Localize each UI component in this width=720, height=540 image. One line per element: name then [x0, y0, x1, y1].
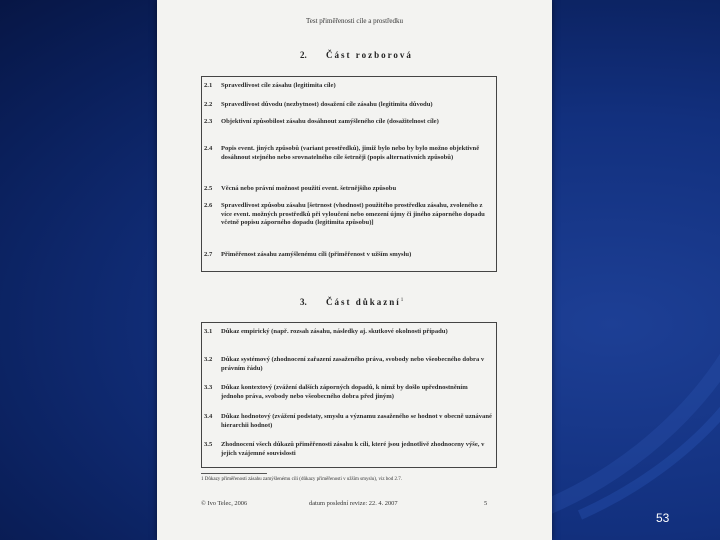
item-number: 3.4: [204, 413, 213, 420]
item-number: 3.1: [204, 328, 213, 335]
part-2-box: [201, 76, 497, 272]
item-text: Spravedlivost důvodu (nezbytnost) dosažení cíle zásahu (legitimita důvodu): [221, 101, 433, 108]
item-number: 2.1: [204, 82, 213, 89]
footnote-mark: 1: [400, 298, 404, 303]
part-3-heading: [300, 297, 403, 307]
item-text: Spravedlivost způsobu zásahu [šetrnost (vhodnost) použitého prostředku zásahu, zvoleného z více event. možných prostředků při vyloučení nebo omezení újmy či jiného záporného dopadu včetně popisu záporného dopadu (legitimita způsobu)]: [221, 202, 485, 227]
item-text: Věcná nebo právní možnost použití event. šetrnějšího způsobu: [221, 185, 397, 192]
document-title: Test přiměřenosti cíle a prostředku: [305, 17, 404, 25]
item-number: 2.3: [204, 118, 213, 125]
part-3-number: 3.: [300, 297, 307, 307]
item-number: 2.7: [204, 251, 213, 258]
item-text: Zhodnocení všech důkazů přiměřenosti zásahu k cíli, které jsou jednotlivě zhodnoceny výše, v jejich vzájemné souvislosti: [221, 441, 485, 457]
scanned-document-page: [157, 0, 552, 540]
item-number: 2.4: [204, 145, 213, 152]
footnote-divider: [201, 473, 267, 474]
footnote: 1 Důkazy přiměřenosti zásahu zamýšlenému cíli (důkazy přiměřenosti v užším smyslu), viz bod 2.7.: [201, 477, 403, 482]
item-text: Popis event. jiných způsobů (variant prostředků), jimiž bylo nebo by bylo možno objektivně dosáhnout stejného nebo srovnatelného cíle šetrněji (popis alternativních způsobů): [221, 145, 480, 161]
part-2-title: Část rozborová: [326, 50, 413, 60]
footer-author: © Ivo Telec, 2006: [201, 500, 248, 507]
footer-revision: datum poslední revize: 22. 4. 2007: [309, 500, 398, 507]
item-text: Důkaz kontextový (zvážení dalších záporných dopadů, k nimž by došlo upřednostněním jednoho práva, svobody nebo všeobecného dobra před jiným): [221, 384, 468, 400]
item-text: Důkaz empirický (např. rozsah zásahu, následky aj. skutkové okolnosti případu): [221, 328, 448, 335]
item-number: 3.3: [204, 384, 213, 391]
slide-number: 53: [656, 511, 670, 525]
item-number: 3.5: [204, 441, 213, 448]
item-text: Spravedlivost cíle zásahu (legitimita cíle): [221, 82, 336, 89]
part-2-number: 2.: [300, 50, 307, 60]
item-text: Důkaz hodnotový (zvážení podstaty, smyslu a významu zasaženého se hodnot v obecně uznávané hierarchii hodnot): [221, 413, 492, 429]
item-number: 2.5: [204, 185, 213, 192]
item-text: Objektivní způsobilost zásahu dosáhnout zamýšleného cíle (dosažitelnost cíle): [221, 118, 439, 125]
item-number: 2.2: [204, 101, 213, 108]
footer-page-number: 5: [484, 500, 488, 507]
item-text: Důkaz systémový (zhodnocení zařazení zasaženého práva, svobody nebo všeobecného dobra v právním řádu): [221, 356, 485, 372]
part-3-box: [201, 322, 497, 468]
part-3-title: Část důkazní: [326, 297, 401, 307]
item-number: 3.2: [204, 356, 213, 363]
item-number: 2.6: [204, 202, 213, 209]
part-2-heading: [300, 50, 413, 60]
item-text: Přiměřenost zásahu zamýšlenému cíli (přiměřenost v užším smyslu): [221, 251, 412, 258]
